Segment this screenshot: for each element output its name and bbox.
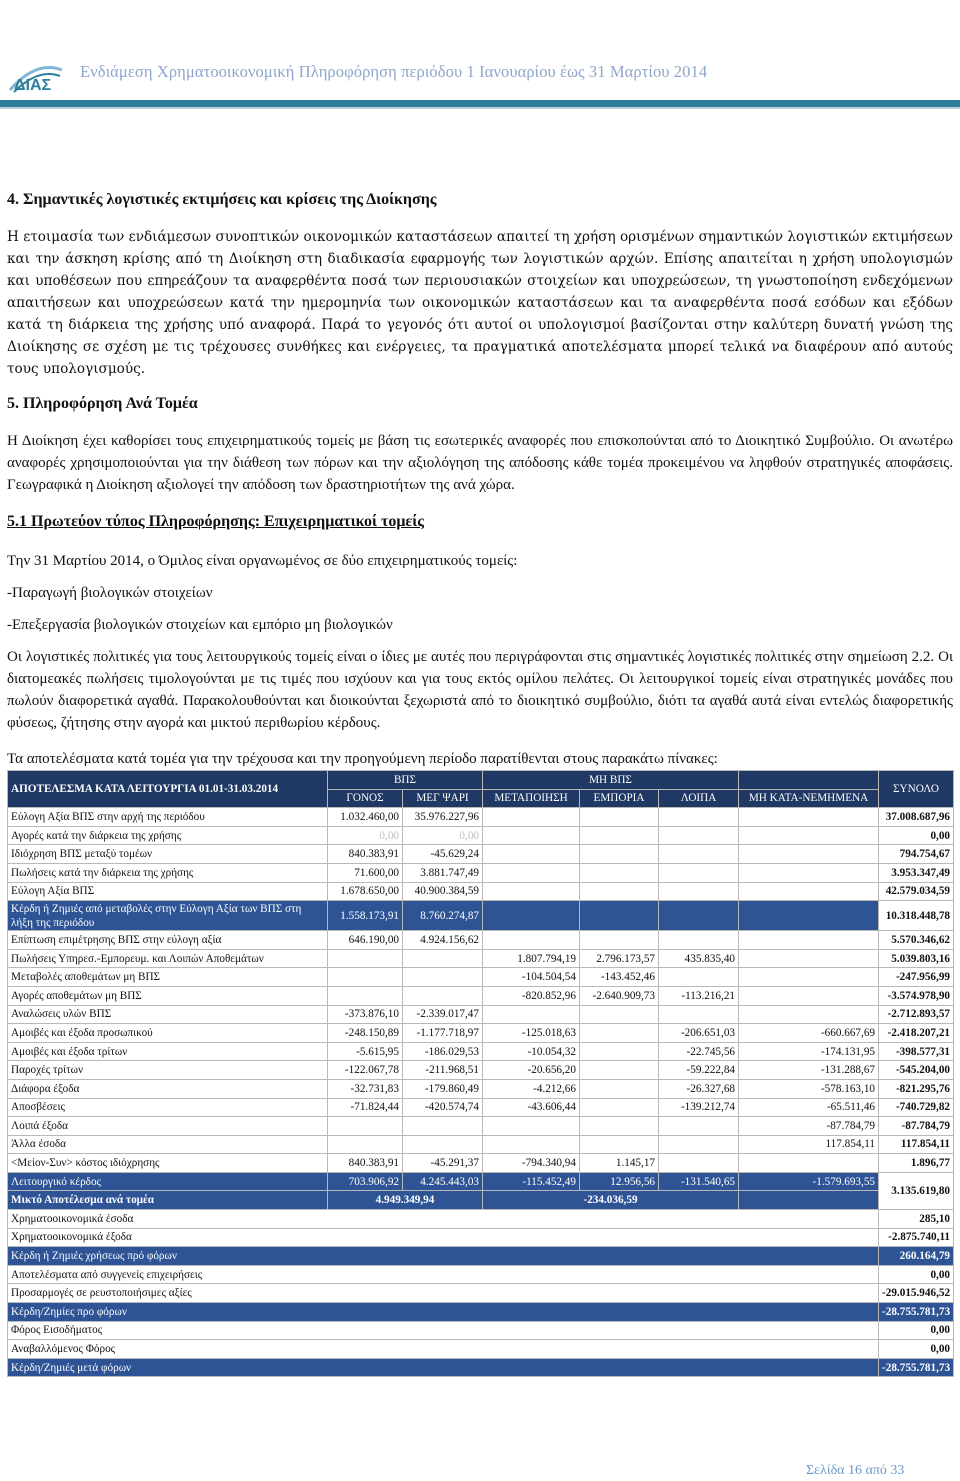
cell (739, 845, 879, 864)
cell: 12.956,56 (580, 1172, 659, 1191)
table-row (8, 1340, 954, 1359)
cell: 35.976.227,96 (403, 808, 483, 827)
group-header-bps: ΒΠΣ (328, 771, 483, 790)
row-total: 794.754,67 (879, 845, 954, 864)
cell: 4.245.443,03 (403, 1172, 483, 1191)
table-row (8, 1321, 954, 1340)
row-label: <Μείον-Συν> κόστος ιδιόχρησης (8, 1154, 328, 1173)
row-label: Εύλογη Αξία ΒΠΣ στην αρχή της περιόδου (8, 808, 328, 827)
row-label: Μικτό Αποτέλεσμα ανά τομέα (8, 1191, 328, 1210)
cell: -122.067,78 (328, 1061, 403, 1080)
cell: 703.906,92 (328, 1172, 403, 1191)
row-label: Φόρος Εισοδήματος (8, 1321, 879, 1340)
cell: -4.212,66 (483, 1079, 580, 1098)
cell: -22.745,56 (659, 1042, 739, 1061)
section-5-1-intro: Την 31 Μαρτίου 2014, ο Όμιλος είναι οργανωμένος σε δύο επιχειρηματικούς τομείς: (7, 553, 518, 569)
cell (739, 863, 879, 882)
cell: 3.881.747,49 (403, 863, 483, 882)
cell: 0,00 (403, 826, 483, 845)
row-label: Πωλήσεις Υπηρεσ.-Εμπορευμ. και Λοιπών Αποθεμάτων (8, 949, 328, 968)
cell: -211.968,51 (403, 1061, 483, 1080)
cell (580, 1117, 659, 1136)
section-4-heading: 4. Σημαντικές λογιστικές εκτιμήσεις και κρίσεις της Διοίκησης (7, 191, 437, 208)
cell: -2.339.017,47 (403, 1005, 483, 1024)
cell: -20.656,20 (483, 1061, 580, 1080)
cell: 71.600,00 (328, 863, 403, 882)
cell (483, 1117, 580, 1136)
row-total: 5.039.803,16 (879, 949, 954, 968)
cell (659, 968, 739, 987)
cell (403, 986, 483, 1005)
cell (580, 1042, 659, 1061)
row-label: Άλλα έσοδα (8, 1135, 328, 1154)
table-title: ΑΠΟΤΕΛΕΣΜΑ ΚΑΤΑ ΛΕΙΤΟΥΡΓΙΑ 01.01-31.03.2014 (8, 771, 328, 808)
cell: -87.784,79 (739, 1117, 879, 1136)
cell: 1.032.460,00 (328, 808, 403, 827)
segment-item-2: -Επεξεργασία βιολογικών στοιχείων και εμπόριο μη βιολογικών (7, 617, 393, 633)
table-row (8, 1228, 954, 1247)
cell: -115.452,49 (483, 1172, 580, 1191)
cell (739, 1005, 879, 1024)
row-total: 37.008.687,96 (879, 808, 954, 827)
section-4-paragraph: Η ετοιμασία των ενδιάμεσων συνοπτικών οικονομικών καταστάσεων απαιτεί τη χρήση ορισμένων σημαντικών λογιστικών εκτιμήσεων και την άσκηση κρίσης από τη Διοίκηση στη διαδικασία εφαρμογής των λογιστικών αρχών. Επίσης απαιτείται η χρήση υπολογισμών και υποθέσεων που επηρεάζουν τα αναφερθέντα ποσά των περιουσιακών στοιχείων και υποχρεώσεων, τη γνωστοποίηση ενδεχόμενων απαιτήσεων και υποχρεώσεων κατά την ημερομηνία των οικονομικών καταστάσεων και τα αναφερθέντα ποσά εσόδων και εξόδων κατά τη διάρκεια της χρήσης υπό αναφορά. Παρά το γεγονός ότι αυτοί οι υπολογισμοί βασίζονται στην καλύτερη δυνατή γνώση της Διοίκησης σε σχέση με τις τρέχουσες συνθήκες και ενέργειες, τα πραγματικά αποτελέσματα μπορεί τελικά να διαφέρουν από αυτούς τους υπολογισμούς. (7, 229, 953, 377)
cell (328, 949, 403, 968)
cell: -174.131,95 (739, 1042, 879, 1061)
cell (483, 1005, 580, 1024)
cell (659, 808, 739, 827)
cell: 8.760.274,87 (403, 901, 483, 931)
cell: 40.900.384,59 (403, 882, 483, 901)
cell: -186.029,53 (403, 1042, 483, 1061)
row-total: -3.574.978,90 (879, 986, 954, 1005)
row-label: Αμοιβές και έξοδα προσωπικού (8, 1024, 328, 1043)
cell: 4.924.156,62 (403, 931, 483, 950)
row-label: Διάφορα έξοδα (8, 1079, 328, 1098)
cell (739, 986, 879, 1005)
table-row (8, 1061, 954, 1080)
table-row (8, 1135, 954, 1154)
gross-result-row (8, 1191, 954, 1210)
section-5-paragraph: Η Διοίκηση έχει καθορίσει τους επιχειρηματικούς τομείς με βάση τις εσωτερικές αναφορές που επισκοπούνται από το Διοικητικό Συμβούλιο. Οι ανωτέρω αναφορές χρησιμοποιούνται για την διάθεση των πόρων και την αξιολόγηση της απόδοσης κάθε τομέα προκειμένου να ληφθούν στρατηγικές αποφάσεις. Γεωγραφικά η Διοίκηση αξιολογεί την απόδοση των δραστηριοτήτων της ανά χώρα. (7, 433, 953, 493)
cell: 840.383,91 (328, 1154, 403, 1173)
dias-logo-icon (6, 56, 66, 96)
row-total: 260.164,79 (879, 1247, 954, 1266)
row-label: Κέρδη ή Ζημιές χρήσεως πρό φόρων (8, 1247, 879, 1266)
col-header: ΛΟΙΠΑ (659, 789, 739, 808)
cell (580, 1024, 659, 1043)
cell (580, 808, 659, 827)
table-row (8, 1154, 954, 1173)
cell: -1.177.718,97 (403, 1024, 483, 1043)
gross-bps: 4.949.349,94 (328, 1191, 483, 1210)
row-total: 3.953.347,49 (879, 863, 954, 882)
row-label: Λοιπά έξοδα (8, 1117, 328, 1136)
table-row (8, 845, 954, 864)
cell: -660.667,69 (739, 1024, 879, 1043)
row-total: 42.579.034,59 (879, 882, 954, 901)
cell: -131.540,65 (659, 1172, 739, 1191)
cell (659, 1135, 739, 1154)
cell: 1.807.794,19 (483, 949, 580, 968)
cell: -104.504,54 (483, 968, 580, 987)
header-rule (0, 100, 960, 107)
cell (739, 826, 879, 845)
cell: 435.835,40 (659, 949, 739, 968)
cell (659, 845, 739, 864)
cell: -5.615,95 (328, 1042, 403, 1061)
cell (659, 931, 739, 950)
cell (328, 968, 403, 987)
table-row (8, 808, 954, 827)
row-total: 117.854,11 (879, 1135, 954, 1154)
row-total: -821.295,76 (879, 1079, 954, 1098)
cell: 2.796.173,57 (580, 949, 659, 968)
cell: -45.629,24 (403, 845, 483, 864)
table-row (8, 1117, 954, 1136)
cell: 1.558.173,91 (328, 901, 403, 931)
cell: -420.574,74 (403, 1098, 483, 1117)
row-label: Εύλογη Αξία ΒΠΣ (8, 882, 328, 901)
segment-item-1: -Παραγωγή βιολογικών στοιχείων (7, 585, 213, 601)
table-row (8, 1247, 954, 1266)
row-total: -28.755.781,73 (879, 1303, 954, 1322)
group-header-mh-bps: ΜΗ ΒΠΣ (483, 771, 739, 790)
cell: -113.216,21 (659, 986, 739, 1005)
cell: 0,00 (328, 826, 403, 845)
cell (483, 826, 580, 845)
table-row (8, 901, 954, 931)
row-total: 1.896,77 (879, 1154, 954, 1173)
col-header: ΜΕΓ ΨΑΡΙ (403, 789, 483, 808)
row-label: Επίπτωση επιμέτρησης ΒΠΣ στην εύλογη αξία (8, 931, 328, 950)
row-label: Προσαρμογές σε ρευστοποιήσιμες αξίες (8, 1284, 879, 1303)
cell (659, 1154, 739, 1173)
cell (403, 1135, 483, 1154)
cell (739, 1191, 879, 1210)
row-label: Αποτελέσματα από συγγενείς επιχειρήσεις (8, 1265, 879, 1284)
row-label: Λειτουργικό κέρδος (8, 1172, 328, 1191)
row-total: -740.729,82 (879, 1098, 954, 1117)
cell: -71.824,44 (328, 1098, 403, 1117)
row-label: Κέρδη/Ζημιές μετά φόρων (8, 1358, 879, 1377)
table-row (8, 1303, 954, 1322)
table-row (8, 1265, 954, 1284)
table-row (8, 1024, 954, 1043)
cell (580, 826, 659, 845)
cell (659, 1005, 739, 1024)
col-header: ΓΟΝΟΣ (328, 789, 403, 808)
table-row (8, 1358, 954, 1377)
cell (739, 968, 879, 987)
row-label: Χρηματοοικονομικά έσοδα (8, 1210, 879, 1229)
cell (483, 901, 580, 931)
cell (483, 931, 580, 950)
row-total: 5.570.346,62 (879, 931, 954, 950)
row-total: -2.712.893,57 (879, 1005, 954, 1024)
row-label: Πωλήσεις κατά την διάρκεια της χρήσης (8, 863, 328, 882)
cell (580, 882, 659, 901)
table-row (8, 1210, 954, 1229)
cell (739, 882, 879, 901)
table-row (8, 1098, 954, 1117)
table-intro: Τα αποτελέσματα κατά τομέα για την τρέχουσα και την προηγούμενη περίοδο παρατίθενται στους παρακάτω πίνακες: (7, 751, 718, 767)
cell (739, 808, 879, 827)
row-total: 0,00 (879, 826, 954, 845)
cell (659, 901, 739, 931)
row-total: -2.418.207,21 (879, 1024, 954, 1043)
policies-paragraph: Οι λογιστικές πολιτικές για τους λειτουργικούς τομείς είναι ο ίδιες με αυτές που περιγράφονται στις σημαντικές λογιστικές πολιτικές στην σημείωση 2.2. Οι διατομεακές πωλήσεις τιμολογούνται με τις τιμές που ισχύουν και για τους εκτός ομίλου πελάτες. Οι λειτουργικοί τομείς είναι στρατηγικές μονάδες που πωλούν διαφορετικά αγαθά. Παρακολουθούνται και διοικούνται ξεχωριστά από το διοικητικό συμβούλιο, διότι τα αγαθά αυτά είναι εντελώς διαφορετικής φύσεως, ζήτησης στην αγορά και μικτού περιθωρίου κέρδους. (7, 649, 953, 731)
cell (739, 901, 879, 931)
cell: -2.640.909,73 (580, 986, 659, 1005)
segment-results-table (7, 770, 954, 1377)
row-label: Χρηματοοικονομικά έξοδα (8, 1228, 879, 1247)
row-label: Αναλώσεις υλών ΒΠΣ (8, 1005, 328, 1024)
cell: -65.511,46 (739, 1098, 879, 1117)
cell (659, 826, 739, 845)
table-row (8, 986, 954, 1005)
row-total: -87.784,79 (879, 1117, 954, 1136)
cell (483, 808, 580, 827)
table-row (8, 931, 954, 950)
page-header (0, 0, 960, 110)
cell: -26.327,68 (659, 1079, 739, 1098)
row-total: 0,00 (879, 1340, 954, 1359)
cell: -248.150,89 (328, 1024, 403, 1043)
cell (739, 931, 879, 950)
logo-text: ΔΙΑΣ (14, 77, 52, 94)
cell (580, 1135, 659, 1154)
cell (580, 845, 659, 864)
cell (580, 863, 659, 882)
table-row (8, 863, 954, 882)
row-total: -247.956,99 (879, 968, 954, 987)
cell (328, 1135, 403, 1154)
row-total: -29.015.946,52 (879, 1284, 954, 1303)
cell: 117.854,11 (739, 1135, 879, 1154)
row-total: 0,00 (879, 1265, 954, 1284)
cell: -206.651,03 (659, 1024, 739, 1043)
row-total: -28.755.781,73 (879, 1358, 954, 1377)
cell: -32.731,83 (328, 1079, 403, 1098)
table-row (8, 882, 954, 901)
document-title: Ενδιάμεση Χρηματοοικονομική Πληροφόρηση περιόδου 1 Ιανουαρίου έως 31 Μαρτίου 2014 (80, 62, 708, 81)
row-total: -545.204,00 (879, 1061, 954, 1080)
cell: 840.383,91 (328, 845, 403, 864)
row-label: Αμοιβές και έξοδα τρίτων (8, 1042, 328, 1061)
cell (580, 1061, 659, 1080)
cell (483, 882, 580, 901)
cell (659, 863, 739, 882)
row-label: Μεταβολές αποθεμάτων μη ΒΠΣ (8, 968, 328, 987)
cell (483, 863, 580, 882)
table-row (8, 826, 954, 845)
op-result-total: 3.135.619,80 (879, 1172, 954, 1209)
col-header: ΜΗ ΚΑΤΑ-ΝΕΜΗΜΕΝΑ (739, 789, 879, 808)
cell: -45.291,37 (403, 1154, 483, 1173)
row-label: Κέρδη/Ζημίες προ φόρων (8, 1303, 879, 1322)
cell (659, 882, 739, 901)
table-row (8, 968, 954, 987)
cell: -794.340,94 (483, 1154, 580, 1173)
cell (659, 1117, 739, 1136)
row-total: 0,00 (879, 1321, 954, 1340)
header-rule-light (0, 107, 960, 109)
row-label: Κέρδη ή Ζημιές από μεταβολές στην Εύλογη Αξία των ΒΠΣ στη λήξη της περιόδου (8, 901, 328, 931)
cell: -820.852,96 (483, 986, 580, 1005)
cell: -131.288,67 (739, 1061, 879, 1080)
row-total: -2.875.740,11 (879, 1228, 954, 1247)
cell (328, 986, 403, 1005)
row-label: Αγορές κατά την διάρκεια της χρήσης (8, 826, 328, 845)
cell (739, 949, 879, 968)
op-result-row (8, 1172, 954, 1191)
row-total: 285,10 (879, 1210, 954, 1229)
cell (403, 1117, 483, 1136)
table-row (8, 1042, 954, 1061)
cell (483, 845, 580, 864)
cell (580, 1005, 659, 1024)
cell: -139.212,74 (659, 1098, 739, 1117)
col-header: ΕΜΠΟΡΙΑ (580, 789, 659, 808)
gross-mh-bps: -234.036,59 (483, 1191, 739, 1210)
cell: -373.876,10 (328, 1005, 403, 1024)
cell (580, 1079, 659, 1098)
page-number: Σελίδα 16 από 33 (806, 1463, 905, 1478)
group-header-blank (739, 771, 879, 790)
row-label: Αναβαλλόμενος Φόρος (8, 1340, 879, 1359)
cell: -179.860,49 (403, 1079, 483, 1098)
section-5-heading: 5. Πληροφόρηση Ανά Τομέα (7, 395, 198, 412)
cell (483, 1135, 580, 1154)
table-row (8, 1079, 954, 1098)
cell (403, 968, 483, 987)
table-body (8, 808, 954, 1173)
cell (328, 1117, 403, 1136)
row-label: Αγορές αποθεμάτων μη ΒΠΣ (8, 986, 328, 1005)
row-label: Αποσβέσεις (8, 1098, 328, 1117)
row-total: -398.577,31 (879, 1042, 954, 1061)
table-row (8, 1284, 954, 1303)
table-row (8, 1005, 954, 1024)
page-content (7, 190, 953, 1377)
cell (739, 1154, 879, 1173)
row-label: Παροχές τρίτων (8, 1061, 328, 1080)
cell: 646.190,00 (328, 931, 403, 950)
cell: -125.018,63 (483, 1024, 580, 1043)
cell (580, 1098, 659, 1117)
cell: 1.678.650,00 (328, 882, 403, 901)
cell: -10.054,32 (483, 1042, 580, 1061)
cell (580, 901, 659, 931)
cell: -143.452,46 (580, 968, 659, 987)
cell: -43.606,44 (483, 1098, 580, 1117)
cell: 1.145,17 (580, 1154, 659, 1173)
cell (403, 949, 483, 968)
table-row (8, 949, 954, 968)
col-header-total: ΣΥΝΟΛΟ (879, 771, 954, 808)
row-total: 10.318.448,78 (879, 901, 954, 931)
col-header: ΜΕΤΑΠΟΙΗΣΗ (483, 789, 580, 808)
cell: -578.163,10 (739, 1079, 879, 1098)
table-bottom (8, 1210, 954, 1377)
cell: -59.222,84 (659, 1061, 739, 1080)
row-label: Ιδιόχρηση ΒΠΣ μεταξύ τομέων (8, 845, 328, 864)
table-op-result (8, 1172, 954, 1209)
section-5-1-heading: 5.1 Πρωτεύον τύπος Πληροφόρησης: Επιχειρηματικοί τομείς (7, 513, 424, 530)
cell (580, 931, 659, 950)
cell: -1.579.693,55 (739, 1172, 879, 1191)
